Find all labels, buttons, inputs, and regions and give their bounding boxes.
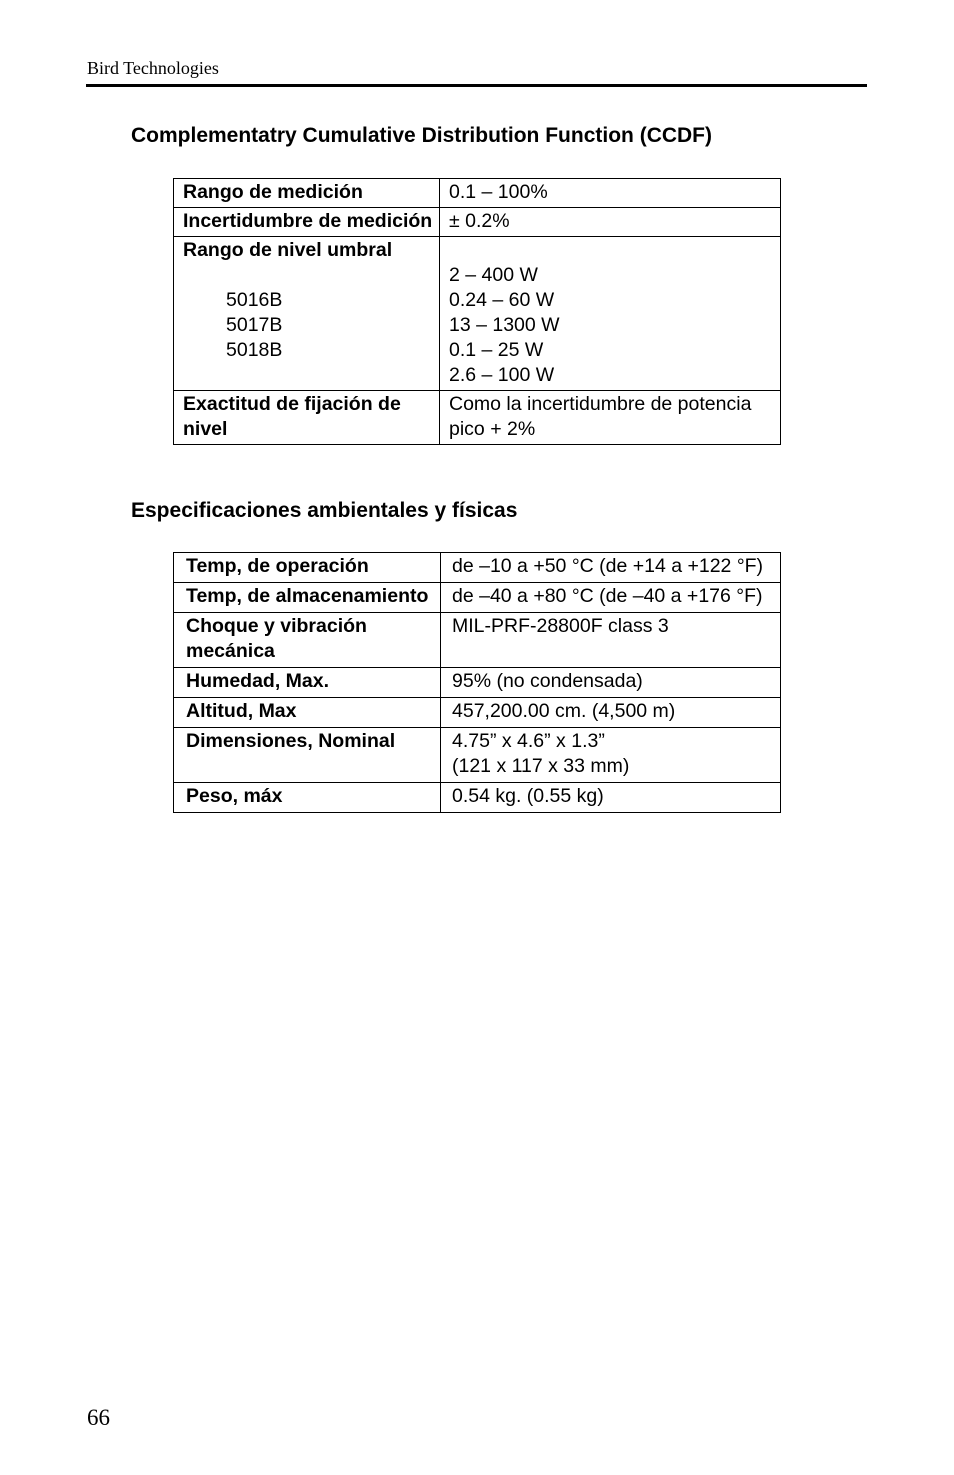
table-row	[174, 553, 781, 583]
spec-label: Choque y vibración mecánica	[174, 613, 441, 668]
running-head: Bird Technologies	[87, 58, 219, 78]
table-row	[174, 583, 781, 613]
spec-value: 2.6 – 100 W	[449, 364, 555, 386]
spec-label: Exactitud de fijación de nivel	[174, 391, 440, 445]
table-row	[174, 698, 781, 728]
table-row	[174, 613, 781, 668]
spec-value: 4.75” x 4.6” x 1.3”	[452, 730, 605, 752]
spec-value: ± 0.2%	[440, 208, 781, 237]
model-label: 5018B	[226, 339, 283, 361]
spec-label: Rango de medición	[174, 179, 440, 208]
spec-label: Temp, de operación	[174, 553, 441, 583]
spec-value-group	[441, 728, 781, 783]
spec-value: 13 – 1300 W	[449, 314, 560, 336]
table-row	[174, 783, 781, 813]
spec-value: Como la incertidumbre de potencia pico + 2%	[440, 391, 781, 445]
spec-label: Altitud, Max	[174, 698, 441, 728]
table-row	[174, 668, 781, 698]
spec-label: Rango de nivel umbral	[183, 239, 393, 261]
table-row	[174, 391, 781, 445]
environmental-section-title: Especificaciones ambientales y físicas	[131, 499, 518, 522]
table-row	[174, 237, 781, 391]
header-rule	[86, 84, 867, 87]
spacer	[183, 263, 433, 288]
ccdf-spec-table	[173, 178, 781, 445]
spec-value-group	[440, 237, 781, 391]
spec-label-group	[174, 237, 440, 391]
ccdf-section-title: Complementatry Cumulative Distribution Function (CCDF)	[131, 124, 713, 147]
spec-value: 0.24 – 60 W	[449, 289, 555, 311]
spec-label: Dimensiones, Nominal	[174, 728, 441, 783]
spec-label: Incertidumbre de medición	[174, 208, 440, 237]
environmental-spec-table	[173, 552, 781, 813]
table-row	[174, 208, 781, 237]
spec-value: 457,200.00 cm. (4,500 m)	[441, 698, 781, 728]
spec-value: 0.1 – 25 W	[449, 339, 544, 361]
spec-label: Temp, de almacenamiento	[174, 583, 441, 613]
spec-value: 2 – 400 W	[449, 264, 538, 286]
spec-value: 0.54 kg. (0.55 kg)	[441, 783, 781, 813]
table-row	[174, 728, 781, 783]
spec-label: Humedad, Max.	[174, 668, 441, 698]
spec-value: 0.1 – 100%	[440, 179, 781, 208]
model-label: 5016B	[226, 289, 283, 311]
spec-value: de –10 a +50 °C (de +14 a +122 °F)	[441, 553, 781, 583]
spec-value: 95% (no condensada)	[441, 668, 781, 698]
spec-label: Peso, máx	[174, 783, 441, 813]
table-row	[174, 179, 781, 208]
spacer	[449, 238, 774, 263]
spec-value: MIL-PRF-28800F class 3	[441, 613, 781, 668]
model-label: 5017B	[226, 314, 283, 336]
spec-value: (121 x 117 x 33 mm)	[452, 755, 630, 777]
spec-value: de –40 a +80 °C (de –40 a +176 °F)	[441, 583, 781, 613]
page-number: 66	[87, 1405, 110, 1430]
